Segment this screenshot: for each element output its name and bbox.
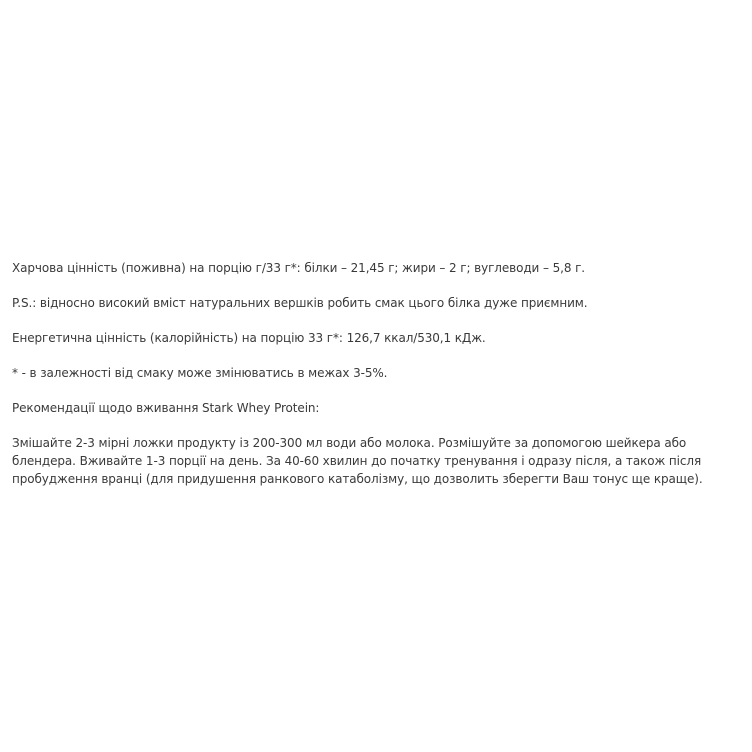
usage-instructions-text: Змішайте 2-3 мірні ложки продукту із 200-300 мл води або молока. Розмішуйте за допомогою шейкера або блендера. Вживайте 1-3 порції на день. За 40-60 хвилин до початку тренування і одразу після, а також після пробудження вранці (для придушення ранкового катаболізму, що дозволить зберегти Ваш тонус ще краще). (12, 436, 703, 486)
nutrition-value-text: Харчова цінність (поживна) на порцію г/33 г*: білки – 21,45 г; жири – 2 г; вуглеводи – 5,8 г. (12, 261, 586, 275)
usage-heading: Рекомендації щодо вживання Stark Whey Protein: (12, 401, 320, 415)
flavor-variance-note: * - в залежності від смаку може змінюватись в межах 3-5%. (12, 366, 388, 380)
product-description (12, 259, 744, 505)
energy-value-text: Енергетична цінність (калорійність) на порцію 33 г*: 126,7 ккал/530,1 кДж. (12, 331, 486, 345)
ps-note-text: P.S.: відносно високий вміст натуральних вершків робить смак цього білка дуже приємним. (12, 296, 588, 310)
